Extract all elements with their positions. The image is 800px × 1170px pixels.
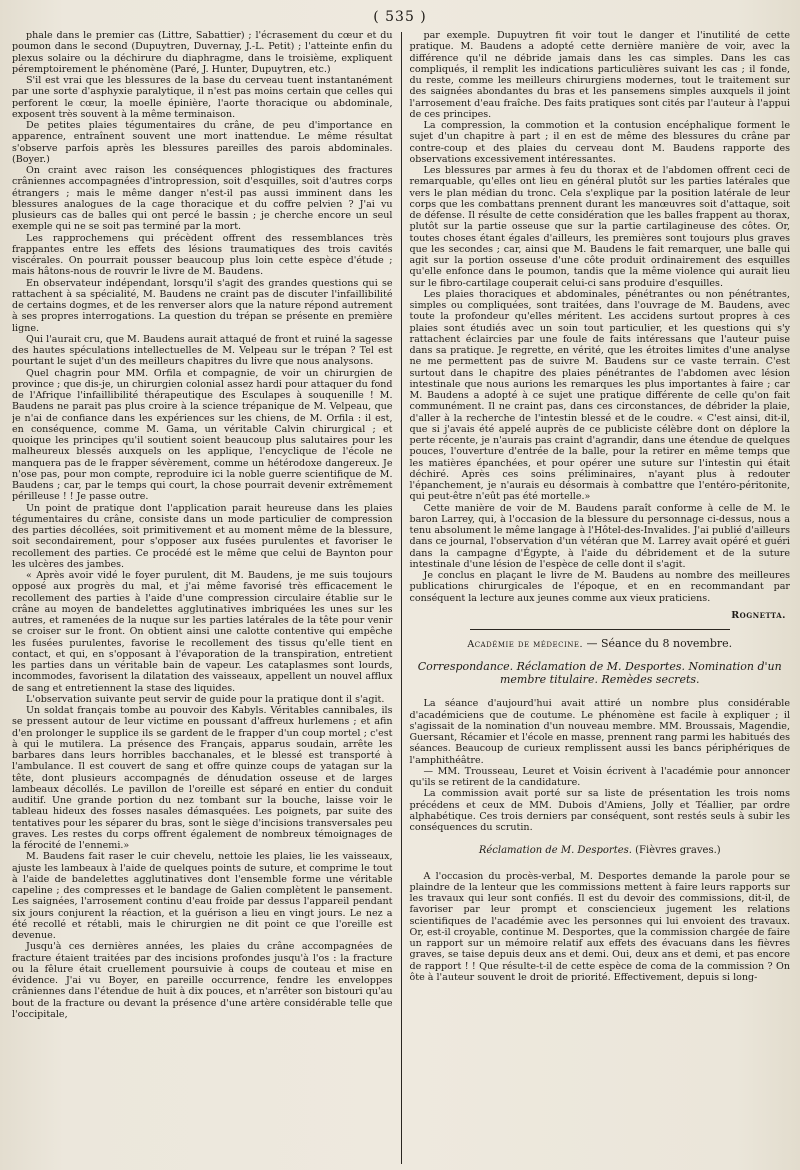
paragraph: Un point de pratique dont l'application parait heureuse dans les plaies tégumentaires du crâne, consiste dans un mode particulier de compression des parties décollées, soit primitivement et au moment même de la blessure, soit secondairement, pour s'opposer aux fusées purulentes et favoriser le recollement des parties. Ce procédé est le même que celui de Baynton pour les ulcères des jambes.	[12, 502, 393, 570]
section-divider	[470, 629, 731, 630]
paragraph: M. Baudens fait raser le cuir chevelu, nettoie les plaies, lie les vaisseaux, ajuste les lambeaux à l'aide de quelques points de suture, et comprime le tout à l'aide de bandelettes agglutinatives dont l'ensemble forme une véritable capeline ; des compresses et le bandage de Galien complètent le pansement. Les saignées, l'arrosement continu d'eau froide par dessus l'appareil pendant six jours conjurent la réaction, et la guérison a lieu en vingt jours. Le nez a été recollé et rétabli, mais le chirurgien ne dit point ce que l'oreille est devenue.	[12, 851, 393, 941]
subsection-heading	[410, 845, 791, 856]
paragraph: Les blessures par armes à feu du thorax et de l'abdomen offrent ceci de remarquable, qu'elles ont lieu en général plutôt sur les parties latérales que vers le plan médian du tronc. Cela s'explique par la position latérale de leur corps que les combattans prennent durant les manœuvres soit d'attaque, soit de défense. Il résulte de cette considération que les balles frappent au thorax, plutôt sur la partie osseuse que sur la partie cartilagineuse des côtes. Or, toutes choses étant égales d'ailleurs, les premières sont toujours plus graves que les secondes ; car, ainsi que M. Baudens le fait remarquer, une balle qui agit sur la portion osseuse d'une côte produit ordinairement des esquilles qu'elle enfonce dans le poumon, tandis que la même violence qui aurait lieu sur le fibro-cartilage couperait celui-ci sans produire d'esquilles.	[409, 165, 790, 289]
author-signature: Rognetta.	[731, 609, 786, 621]
session-summary: Correspondance. Réclamation de M. Desportes. Nomination d'un membre titulaire. Remèdes secrets.	[417, 660, 782, 687]
paragraph: par exemple. Dupuytren fit voir tout le danger et l'inutilité de cette pratique. M. Baudens a adopté cette dernière manière de voir, avec la différence qu'il ne débride jamais dans les cas simples. Dans les cas compliqués, il remplit les indications particulières suivant les cas ; il fonde, du reste, comme les meilleurs chirurgiens modernes, tout le traitement sur des saignées abondantes du bras et les pansemens simples auxquels il joint l'arrosement d'eau fraîche. Des faits pratiques sont cités par l'auteur à l'appui de ces principes.	[409, 30, 790, 120]
paragraph: Un soldat français tombe au pouvoir des Kabyls. Véritables cannibales, ils se pressent autour de leur victime en poussant d'affreux hurlemens ; et afin d'en prolonger le supplice ils se gardent de le frapper d'un coup mortel ; c'est à qui le mutilera. La présence des Français, apparus soudain, arrête les barbares dans leurs horribles bacchanales, et le blessé est transporté à l'ambulance. Il est couvert de sang et offre quinze coups de yatagan sur la tête, dont plusieurs accompagnés de dénudation osseuse et de larges lambeaux décollés. Le pavillon de l'oreille est séparé en entier du conduit auditif. Une grande portion du nez tombant sur la bouche, laisse voir le tableau hideux des fosses nasales démasquées. Les poignets, par suite des tentatives pour les séparer du bras, sont le siège d'incisions transversales peu graves. Les restes du corps offrent également de nombreux témoignages de la férocité de l'ennemi.»	[12, 705, 393, 851]
page-number: ( 535 )	[373, 9, 427, 25]
subsection-note: (Fièvres graves.)	[631, 845, 721, 857]
columns	[12, 30, 790, 1164]
paragraph: Les rapprochemens qui précèdent offrent des ressemblances très frappantes entre les effets des lésions traumatiques des trois cavités viscérales. On pourrait pousser beaucoup plus loin cette espèce d'étude ; mais hâtons-nous de rouvrir le livre de M. Baudens.	[12, 232, 393, 278]
book-review-continuation	[410, 30, 791, 604]
session-title: — Séance du 8 novembre.	[583, 637, 733, 650]
paragraph: Les plaies thoraciques et abdominales, pénétrantes ou non pénétrantes, simples ou compliquées, sont traitées, dans l'ouvrage de M. Baudens, avec toute la profondeur qu'elles méritent. Les accidens surtout propres à ces plaies sont étudiés avec un soin tout particulier, et les questions qui s'y rattachent éclaircies par une foule de faits intéressans que l'auteur puise dans sa pratique. Je regrette, en vérité, que les étroites limites d'une analyse ne me permettent pas de suivre M. Baudens sur ce vaste terrain. C'est surtout dans le chapitre des plaies pénétrantes de l'abdomen avec lésion intestinale que nous aurions les remarques les plus importantes à faire ; car M. Baudens a adopté à ce sujet une pratique différente de celle qu'on fait communément. Il ne craint pas, dans ces circonstances, de débrider la plaie, d'aller à la recherche de l'intestin blessé et de le coudre. « C'est ainsi, dit-il, que si j'avais été appelé auprès de ce publiciste célèbre dont on déplore la perte récente, je n'aurais pas craint d'agrandir, dans une étendue de quelques pouces, l'ouverture d'entrée de la balle, pour la retirer en même temps que les matières épanchées, et pour opérer une suture sur l'intestin qui était déchiré. Après ces soins préliminaires, n'ayant plus à redouter l'épanchement, je n'aurais eu désormais à combattre que l'entéro-péritonite, qui peut-être n'eût pas été mortelle.»	[409, 288, 790, 503]
paragraph: Je conclus en plaçant le livre de M. Baudens au nombre des meilleures publications chirurgicales de l'époque, et en en recommandant par conséquent la lecture aux jeunes comme aux vieux praticiens.	[409, 570, 790, 604]
paragraph: La séance d'aujourd'hui avait attiré un nombre plus considérable d'académiciens que de coutume. Le phénomène est facile à expliquer ; il s'agissait de la nomination d'un nouveau membre. MM. Broussais, Magendie, Guersant, Récamier et l'école en masse, prennent rang parmi les habitués des séances. Beaucoup de curieux remplissent aussi les bancs périphériques de l'amphithéâtre.	[409, 698, 790, 766]
left-column	[12, 30, 401, 1164]
paragraph: S'il est vrai que les blessures de la base du cerveau tuent instantanément par une sorte d'asphyxie paralytique, il n'est pas moins certain que celles qui perforent le cœur, la moelle épinière, l'aorte thoracique ou abdominale, exposent très souvent à la même terminaison.	[12, 75, 393, 120]
paragraph: De petites plaies tégumentaires du crâne, de peu d'importance en apparence, entraînent souvent une mort inattendue. Le même résultat s'observe parfois après les blessures pareilles des parois abdominales. (Boyer.)	[12, 120, 393, 165]
paragraph: Jusqu'à ces dernières années, les plaies du crâne accompagnées de fracture étaient traitées par des incisions profondes jusqu'à l'os : la fracture ou la fêlure était cruellement poursuivie à coups de couteau et mise en évidence. J'ai vu Boyer, en pareille occurrence, fendre les enveloppes crâniennes dans l'étendue de huit à dix pouces, et n'arrêter son bistouri qu'au bout de la fracture ou devant la présence d'une artère considérable telle que l'occipitale,	[12, 941, 393, 1020]
paragraph: La commission avait porté sur sa liste de présentation les trois noms précédens et ceux de MM. Dubois d'Amiens, Jolly et Téallier, par ordre alphabétique. Ces trois derniers par conséquent, sont restés seuls à subir les conséquences du scrutin.	[409, 788, 790, 833]
paragraph: — MM. Trousseau, Leuret et Voisin écrivent à l'académie pour annoncer qu'ils se retirent de la candidature.	[409, 765, 790, 788]
desportes-claim	[410, 871, 791, 984]
paragraph: En observateur indépendant, lorsqu'il s'agit des grandes questions qui se rattachent à sa spécialité, M. Baudens ne craint pas de discuter l'infaillibilité de certains dogmes, et de les renverser alors que la nature répond autrement à ses propres interrogations. La question du trépan se présente en première ligne.	[12, 277, 393, 334]
academy-section-heading	[410, 638, 791, 650]
paragraph: La compression, la commotion et la contusion encéphalique forment le sujet d'un chapitre à part ; il en est de même des blessures du crâne par contre-coup et des plaies du cerveau dont M. Baudens rapporte des observations excessivement intéressantes.	[409, 120, 790, 165]
paragraph: phale dans le premier cas (Littre, Sabattier) ; l'écrasement du cœur et du poumon dans le second (Dupuytren, Duvernay, J.-L. Petit) ; l'atteinte enfin du plexus solaire ou la déchirure du diaphragme, dans le troisième, expliquent péremptoirement le phénomène (Paré, J. Hunter, Dupuytren, etc.)	[12, 30, 393, 75]
paragraph: Qui l'aurait cru, que M. Baudens aurait attaqué de front et ruiné la sagesse des hautes spéculations intellectuelles de M. Velpeau sur le trépan ? Tel est pourtant le sujet d'un des meilleurs chapitres du livre que nous analysons.	[12, 333, 393, 368]
paragraph: « Après avoir vidé le foyer purulent, dit M. Baudens, je me suis toujours opposé aux progrès du mal, et j'ai même favorisé très efficacement le recollement des parties à l'aide d'une compression circulaire établie sur le crâne au moyen de bandelettes agglutinatives imbriquées les unes sur les autres, et ramenées de la nuque sur les parties latérales de la tête pour venir se croiser sur le front. On obtient ainsi une calotte contentive qui empêche les fusées purulentes, favorise le recollement des tissus qu'elle tient en contact, et qui, en s'opposant à l'évaporation de la transpiration, entretient les parties dans un véritable bain de vapeur. Les cataplasmes sont lourds, incommodes, favorisent la dilatation des vaisseaux, appellent un nouvel afflux de sang et entretiennent la stase des liquides.	[12, 570, 393, 694]
paragraph: Quel chagrin pour MM. Orfila et compagnie, de voir un chirurgien de province ; que dis-je, un chirurgien colonial assez hardi pour attaquer du fond de l'Afrique l'infaillibilité thérapeutique des Esculapes à souquenille ! M. Baudens ne parait pas plus croire à la science trépanique de M. Velpeau, que je n'ai de confiance dans les expériences sur les chiens, de M. Orfila : il est, en conséquence, comme M. Gama, un véritable Calvin chirurgical ; et quoique les principes qu'il soutient soient beaucoup plus salutaires pour les malheureux blessés auxquels on les applique, l'encyclique de l'école ne manquera pas de le frapper sévèrement, comme un hétérodoxe dangereux. Je n'ose pas, pour mon compte, reproduire ici la noble guerre scientifique de M. Baudens ; car, par le temps qui court, la chose pourrait devenir extrêmement périlleuse ! ! Je passe outre.	[12, 367, 393, 503]
subsection-title: Réclamation de M. Desportes.	[478, 845, 632, 857]
paragraph: L'observation suivante peut servir de guide pour la pratique dont il s'agit.	[26, 693, 385, 705]
right-column	[402, 30, 791, 1164]
paragraph: On craint avec raison les conséquences phlogistiques des fractures crâniennes accompagnées d'intropression, soit d'esquilles, soit d'autres corps étrangers ; mais le même danger n'est-il pas aussi imminent dans les blessures analogues de la cage thoracique et du coffre pelvien ? J'ai vu plusieurs cas de balles qui ont percé le bassin ; je cherche encore un seul exemple qui ne se soit pas terminé par la mort.	[12, 165, 393, 233]
paragraph: Cette manière de voir de M. Baudens paraît conforme à celle de M. le baron Larrey, qui, à l'occasion de la blessure du personnage ci-dessus, nous a tenu absolument le même langage à l'Hôtel-des-Invalides. J'ai publié d'ailleurs dans ce journal, l'observation d'un vétéran que M. Larrey avait opéré et guéri dans la campagne d'Égypte, à l'aide du débridement et de la suture intestinale d'une lésion de l'espèce de celle dont il s'agit.	[409, 502, 790, 570]
academy-label: Académie de médecine.	[467, 639, 584, 650]
session-report	[410, 698, 791, 833]
paragraph: A l'occasion du procès-verbal, M. Desportes demande la parole pour se plaindre de la lenteur que les commissions mettent à faire leurs rapports sur les travaux qui leur sont confiés. Il est du devoir des commissions, dit-il, de favoriser par leur prompt et consciencieux jugement les relations scientifiques de l'académie avec les personnes qui lui envoient des travaux. Or, est-il croyable, continue M. Desportes, que la commission chargée de faire un rapport sur un mémoire relatif aux effets des évacuans dans les fièvres graves, se taise depuis deux ans et demi. Oui, deux ans et demi, et pas encore de rapport ! ! Que résulte-t-il de cette espèce de coma de la commission ? On ôte à l'auteur souvent le droit de priorité. Effectivement, depuis si long-	[409, 870, 790, 983]
